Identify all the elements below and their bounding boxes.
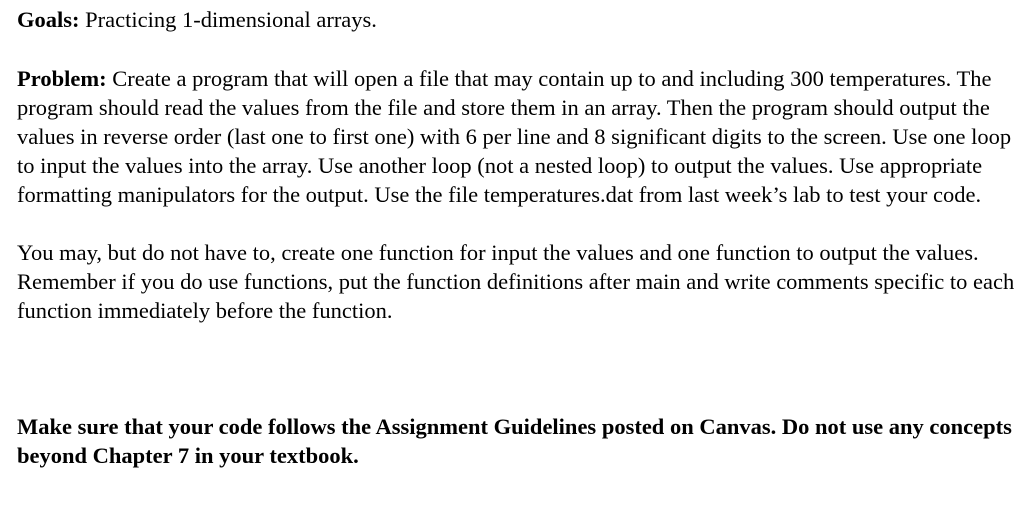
problem-label: Problem: bbox=[17, 66, 107, 91]
assignment-document bbox=[17, 5, 1017, 470]
goals-text: Practicing 1-dimensional arrays. bbox=[79, 7, 377, 32]
functions-paragraph: You may, but do not have to, create one function for input the values and one function to output the values. Remember if you do use functions, put the function definitions after main and write comments specific to each function immediately before the function. bbox=[17, 240, 1015, 323]
goals-paragraph bbox=[17, 5, 1017, 34]
problem-text: Create a program that will open a file that may contain up to and including 300 temperatures. The program should read the values from the file and store them in an array. Then the program should output the values in reverse order (last one to first one) with 6 per line and 8 significant digits to the screen. Use one loop to input the values into the array. Use another loop (not a nested loop) to output the values. Use appropriate formatting manipulators for the output. Use the file temperatures.dat from last week’s lab to test your code. bbox=[17, 66, 1012, 207]
guidelines-paragraph: Make sure that your code follows the Assignment Guidelines posted on Canvas. Do not use any concepts beyond Chapter 7 in your textbook. bbox=[17, 414, 1012, 468]
goals-label: Goals: bbox=[17, 7, 80, 32]
problem-paragraph bbox=[17, 64, 1017, 209]
